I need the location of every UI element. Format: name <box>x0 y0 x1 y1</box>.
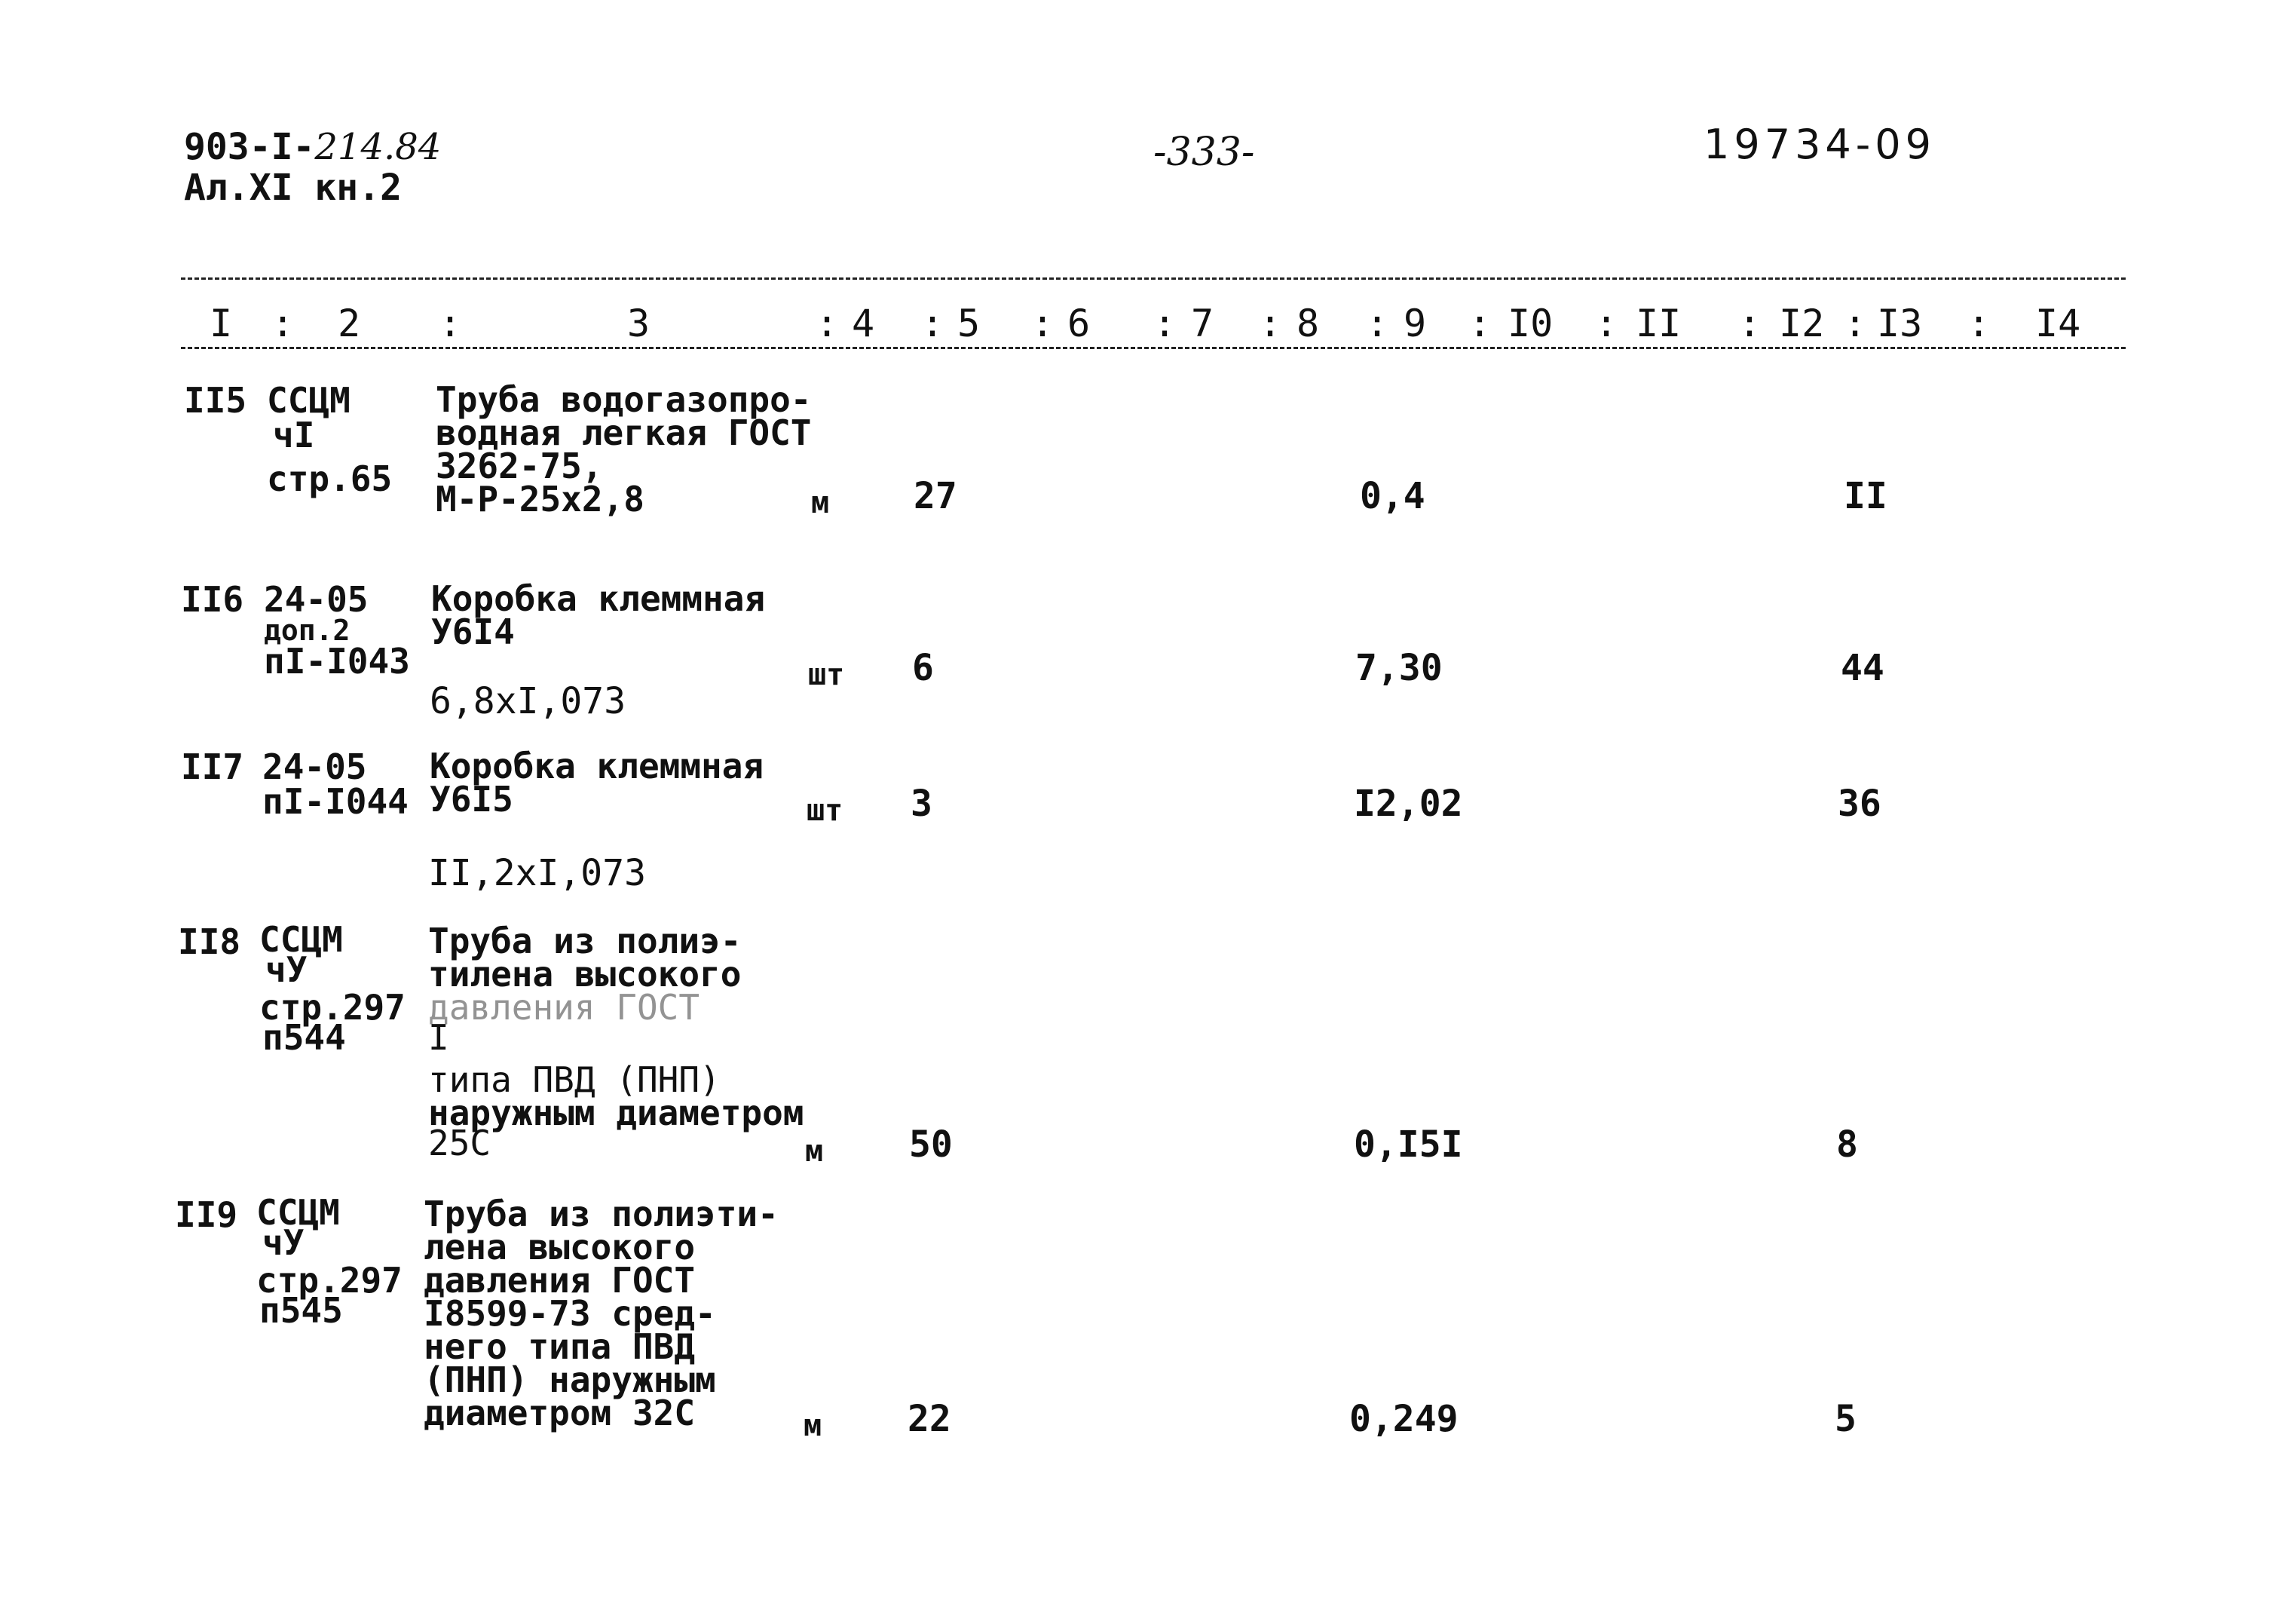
row-unit-price: 0,4 <box>1360 475 1425 517</box>
row-reference: ССЦМ чУ стр.297 п545 <box>256 1192 403 1331</box>
row-unit: м <box>805 1134 824 1169</box>
row-quantity: 50 <box>909 1123 953 1166</box>
column-header: 7 <box>1191 302 1214 345</box>
row-unit: шт <box>807 793 843 828</box>
row-description: Коробка клеммная У6I4 <box>431 578 766 652</box>
document-code-handwritten: 214.84 <box>314 126 442 168</box>
row-quantity: 27 <box>914 475 957 517</box>
column-separator: : <box>1468 302 1492 345</box>
column-separator: : <box>1031 302 1055 345</box>
column-separator: : <box>271 302 295 345</box>
row-unit-price: I2,02 <box>1354 783 1463 825</box>
column-header: II <box>1636 302 1682 345</box>
row-number: II7 <box>181 746 244 787</box>
column-separator: : <box>1366 302 1389 345</box>
column-separator: : <box>1738 302 1762 345</box>
column-separator: : <box>1844 302 1867 345</box>
row-total: 8 <box>1836 1123 1858 1166</box>
document-album-book: Ал.XI кн.2 <box>184 167 402 209</box>
row-calculation: 6,8хI,073 <box>430 680 626 722</box>
column-header: I2 <box>1779 302 1825 345</box>
row-description: Коробка клеммная У6I5 <box>430 746 764 820</box>
row-quantity: 22 <box>908 1398 951 1440</box>
page-number: -333- <box>1153 130 1255 175</box>
row-description: Труба из полиэ- тилена высокого давления ГОСТ I типа ПВД (ПНП) наружным диаметром 25С <box>428 921 804 1163</box>
row-unit-price: 0,I5I <box>1354 1123 1463 1166</box>
column-header: I <box>210 302 233 345</box>
row-total: 5 <box>1835 1398 1857 1440</box>
column-separator: : <box>1259 302 1282 345</box>
row-reference: ССЦМ чI стр.65 <box>267 380 393 499</box>
column-separator: : <box>921 302 944 345</box>
column-separator: : <box>1967 302 1991 345</box>
column-separator: : <box>439 302 462 345</box>
column-header: 5 <box>957 302 981 345</box>
column-header: I4 <box>2035 302 2081 345</box>
row-quantity: 6 <box>912 647 934 689</box>
column-separator: : <box>1595 302 1618 345</box>
document-code <box>184 127 441 208</box>
column-header: 4 <box>852 302 875 345</box>
row-description: Труба водогазопро- водная легкая ГОСТ 3262-75, М-Р-25х2,8 <box>436 379 812 520</box>
header-top-rule <box>181 277 2126 280</box>
column-header: 8 <box>1296 302 1320 345</box>
row-calculation: II,2хI,073 <box>428 852 646 894</box>
row-total: 36 <box>1838 783 1881 825</box>
archive-number: 19734-09 <box>1704 121 1936 168</box>
row-total: II <box>1844 475 1887 517</box>
row-unit: м <box>811 486 830 520</box>
column-header: I0 <box>1508 302 1554 345</box>
row-number: II9 <box>175 1194 238 1235</box>
row-number: II8 <box>178 921 241 962</box>
row-unit: шт <box>808 657 845 692</box>
column-header: 6 <box>1067 302 1091 345</box>
column-header: 3 <box>627 302 651 345</box>
column-separator: : <box>1153 302 1177 345</box>
row-reference: 24-05 доп.2 пI-I043 <box>264 579 410 682</box>
row-quantity: 3 <box>911 783 932 825</box>
row-reference: ССЦМ чУ стр.297 п544 <box>259 919 406 1058</box>
row-description: Труба из полиэти- лена высокого давления ГОСТ I8599-73 сред- него типа ПВД (ПНП) наружным диаметром 32С <box>424 1194 779 1433</box>
column-header: 9 <box>1404 302 1427 345</box>
row-reference: 24-05 пI-I044 <box>262 746 409 822</box>
document-code-prefix: 903-I- <box>184 126 315 168</box>
row-total: 44 <box>1841 647 1884 689</box>
header-bottom-rule <box>181 347 2126 349</box>
column-header: 2 <box>338 302 361 345</box>
row-number: II6 <box>181 579 244 620</box>
row-number: II5 <box>184 380 247 421</box>
row-unit: м <box>804 1408 822 1443</box>
row-unit-price: 7,30 <box>1355 647 1443 689</box>
column-header: I3 <box>1877 302 1923 345</box>
column-separator: : <box>816 302 839 345</box>
row-unit-price: 0,249 <box>1349 1398 1459 1440</box>
